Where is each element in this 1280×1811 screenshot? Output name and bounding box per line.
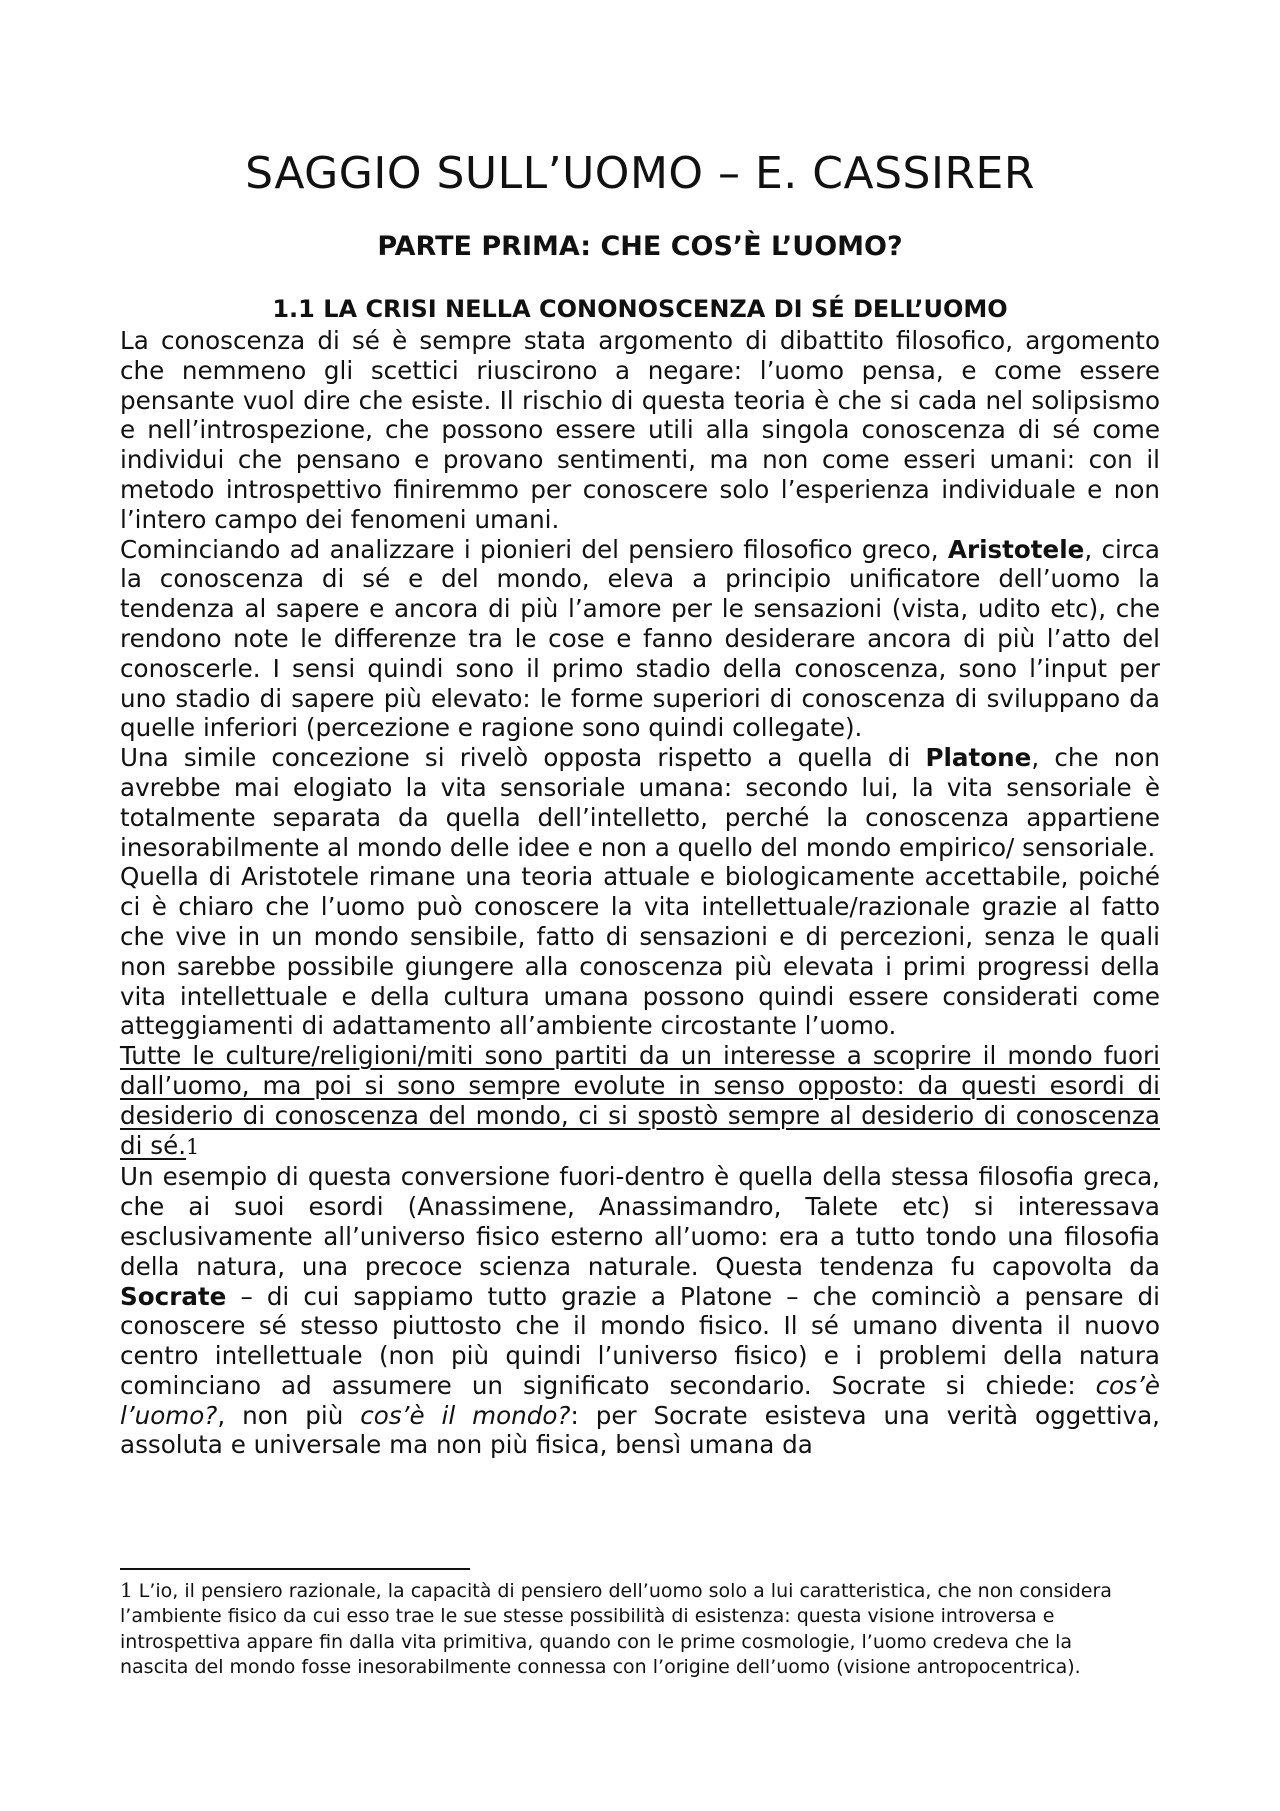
paragraph-2-text-a: Cominciando ad analizzare i pionieri del pensiero filosofico greco, [120,534,948,564]
footnote-text: L’io, il pensiero razionale, la capacità di pensiero dell’uomo solo a lui caratteristica, che non considera l’ambiente fisico da cui esso trae le sue stesse possibilità di esistenza: questa visione introversa e introspettiva appare fin dalla vita primitiva, quando con le prime cosmologie, l’uomo credeva che la nascita del mondo fosse inesorabilmente connessa con l’origine dell’uomo (visione antropocentrica). [120,1580,1112,1678]
paragraph-4: Quella di Aristotele rimane una teoria attuale e biologicamente accettabile, poiché ci è chiaro che l’uomo può conoscere la vita intellettuale/razionale grazie al fatto che vive in un mondo sensibile, fatto di sensazioni e di percezioni, senza le quali non sarebbe possibile giungere alla conoscenza più elevata i primi progressi della vita intellettuale e della cultura umana possono quindi essere considerati come atteggiamenti di adattamento all’ambiente circostante l’uomo. [120,862,1160,1041]
body-text [120,326,1160,1460]
paragraph-2-bold-name: Aristotele [947,534,1085,564]
paragraph-5 [120,1041,1160,1162]
underlined-passage: Tutte le culture/religioni/miti sono partiti da un interesse a scoprire il mondo fuori dall’uomo, ma poi si sono sempre evolute in senso opposto: da questi esordi di desiderio di conoscenza del mondo, ci si spostò sempre al desiderio di conoscenza di sé. [120,1041,1160,1160]
footnote-divider [120,1568,470,1570]
paragraph-3-bold-name: Platone [925,743,1032,773]
section-title: 1.1 LA CRISI NELLA CONONOSCENZA DI SÉ DELL’UOMO [272,295,1008,323]
paragraph-3-text-b: , che non avrebbe mai elogiato la vita sensoriale umana: secondo lui, la vita sensoriale è totalmente separata da quella dell’intelletto, perché la conoscenza appartiene inesorabilmente al mondo delle idee e non a quello del mondo empirico/ sensoriale. [120,743,1160,862]
paragraph-6-italic-question-1: cos’è l’uomo? [120,1370,1160,1430]
paragraph-3 [120,743,1160,862]
paragraph-6-text-a: Un esempio di questa conversione fuori-dentro è quella della stessa filosofia greca, che ai suoi esordi (Anassimene, Anassimandro, Talete etc) si interessava esclusivamente all’universo fisico esterno all’uomo: era a tutto tondo una filosofia della natura, una precoce scienza naturale. Questa tendenza fu capovolta da [120,1162,1160,1281]
footnote-reference[interactable]: 1 [186,1134,200,1159]
paragraph-6-bold-name: Socrate [120,1281,227,1311]
paragraph-1: La conoscenza di sé è sempre stata argomento di dibattito filosofico, argomento che nemmeno gli scettici riuscirono a negare: l’uomo pensa, e come essere pensante vuol dire che esiste. Il rischio di questa teoria è che si cada nel solipsismo e nell’introspezione, che possono essere utili alla singola conoscenza di sé come individui che pensano e provano sentimenti, ma non come esseri umani: con il metodo introspettivo finiremmo per conoscere solo l’esperienza individuale e non l’intero campo dei fenomeni umani. [120,326,1160,534]
paragraph-6-text-c: , non più [217,1400,361,1430]
part-title: PARTE PRIMA: CHE COS’È L’UOMO? [377,231,903,262]
document-title: SAGGIO SULL’UOMO – E. CASSIRER [245,148,1035,199]
paragraph-2 [120,535,1160,744]
paragraph-6-text-b: – di cui sappiamo tutto grazie a Platone – che cominciò a pensare di conoscere sé stesso piuttosto che il mondo fisico. Il sé umano diventa il nuovo centro intellettuale (non più quindi l’universo fisico) e i problemi della natura cominciano ad assumere un significato secondario. Socrate si chiede: [120,1281,1160,1400]
paragraph-6-text-d: : per Socrate esisteva una verità oggettiva, assoluta e universale ma non più fisica, bensì umana da [120,1400,1160,1460]
paragraph-6-italic-question-2: cos’è il mondo? [360,1400,571,1430]
paragraph-3-text-a: Una simile concezione si rivelò opposta rispetto a quella di [120,743,926,773]
paragraph-6 [120,1162,1160,1460]
paragraph-2-text-b: , circa la conoscenza di sé e del mondo, eleva a principio unificatore dell’uomo la tendenza al sapere e ancora di più l’amore per le sensazioni (vista, udito etc), che rendono note le differenze tra le cose e fanno desiderare ancora di più l’atto del conoscerle. I sensi quindi sono il primo stadio della conoscenza, sono l’input per uno stadio di sapere più elevato: le forme superiori di conoscenza di sviluppano da quelle inferiori (percezione e ragione sono quindi collegate). [120,534,1160,743]
footnote [120,1578,1120,1680]
footnote-number: 1 [120,1578,133,1602]
